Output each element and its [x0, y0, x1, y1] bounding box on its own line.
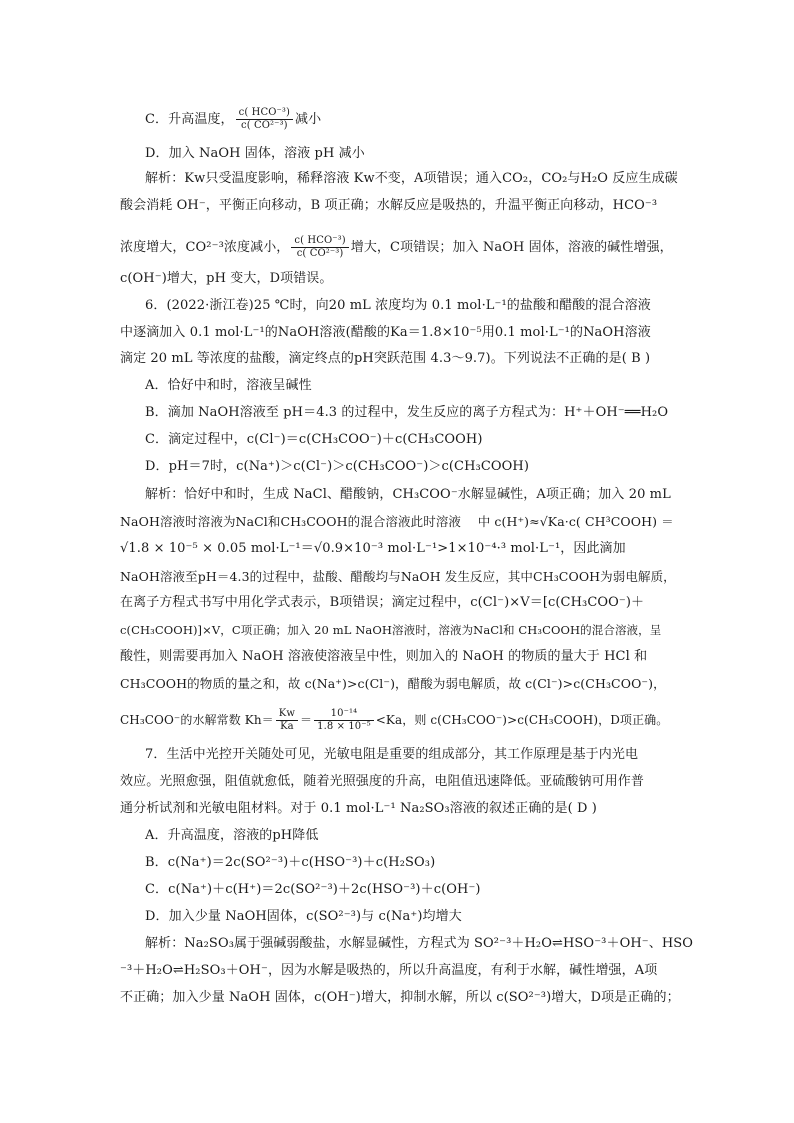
question-6-stem: 滴定 20 mL 等浓度的盐酸，滴定终点的pH突跃范围 4.3～9.7)。下列说法不正确的是( B )	[120, 351, 651, 366]
analysis-line-with-fraction	[120, 235, 680, 260]
option-b-line: B．c(Na⁺)＝2c(SO²⁻³)＋c(HSO⁻³)＋c(H₂SO₃)	[145, 855, 436, 870]
analysis-text: <Ka，则 c(CH₃COO⁻)>c(CH₃COOH)，D项正确。	[375, 713, 669, 727]
option-a-line: A．恰好中和时，溶液呈碱性	[145, 378, 312, 393]
analysis-line: ⁻³＋H₂O⇌H₂SO₃＋OH⁻，因为水解是吸热的，所以升高温度，有利于水解，碱性增强，A项	[120, 963, 658, 978]
analysis-line: 不正确；加入少量 NaOH 固体，c(OH⁻)增大，抑制水解，所以 c(SO²⁻³)增大，D项是正确的；	[120, 990, 680, 1005]
option-d-line: D．加入少量 NaOH固体，c(SO²⁻³)与 c(Na⁺)均增大	[145, 909, 462, 924]
fraction-numerator: c( HCO⁻³)	[291, 235, 348, 248]
analysis-line: 解析：Na₂SO₃属于强碱弱酸盐，水解显碱性，方程式为 SO²⁻³＋H₂O⇌HSO⁻³＋OH⁻、HSO	[145, 936, 694, 951]
fraction-hydrolysis-constant	[314, 708, 374, 733]
option-b-line: B．滴加 NaOH溶液至 pH＝4.3 的过程中，发生反应的离子方程式为：H⁺＋OH⁻══H₂O	[145, 405, 669, 420]
analysis-line: 酸性，则需要再加入 NaOH 溶液使溶液呈中性，则加入的 NaOH 的物质的量大于 HCl 和	[120, 649, 648, 664]
fraction-numerator: Kw	[276, 708, 298, 721]
analysis-text: CH₃COO⁻的水解常数 Kh＝	[120, 713, 274, 727]
option-a-line: A．升高温度，溶液的pH降低	[145, 828, 319, 843]
analysis-line: NaOH溶液时溶液为NaCl和CH₃COOH的混合溶液此时溶液 中 c(H⁺)≈√Ka·c( CH³COOH) ＝	[120, 514, 674, 529]
analysis-line: 解析：恰好中和时，生成 NaCl、醋酸钠，CH₃COO⁻水解显碱性，A项正确；加入 20 mL	[145, 487, 671, 502]
option-c-line: C．滴定过程中，c(Cl⁻)＝c(CH₃COO⁻)＋c(CH₃COOH)	[145, 432, 483, 447]
analysis-line: 酸会消耗 OH⁻，平衡正向移动，B 项正确；水解反应是吸热的，升温平衡正向移动，HCO⁻³	[120, 198, 658, 213]
analysis-line-with-fraction	[120, 708, 680, 733]
question-6-stem: 6．(2022·浙江卷)25 ℃时，向20 mL 浓度均为 0.1 mol·L⁻¹的盐酸和醋酸的混合溶液	[145, 298, 651, 313]
analysis-text: 浓度增大，CO²⁻³浓度减小，	[120, 240, 290, 255]
question-7-stem: 通分析试剂和光敏电阻材料。对于 0.1 mol·L⁻¹ Na₂SO₃溶液的叙述正确的是( D )	[120, 801, 597, 816]
fraction-denominator: 1.8 × 10⁻⁵	[317, 721, 371, 732]
question-7-stem: 7．生活中光控开关随处可见，光敏电阻是重要的组成部分，其工作原理是基于内光电	[145, 747, 639, 762]
analysis-line: c(OH⁻)增大，pH 变大，D项错误。	[120, 271, 333, 286]
option-d-line: D．加入 NaOH 固体，溶液 pH 减小	[145, 146, 365, 161]
question-6-stem: 中逐滴加入 0.1 mol·L⁻¹的NaOH溶液(醋酸的Ka＝1.8×10⁻⁵用0.1 mol·L⁻¹的NaOH溶液	[120, 325, 651, 340]
analysis-line: 在离子方程式书写中用化学式表示，B项错误；滴定过程中，c(Cl⁻)×V＝[c(CH₃COO⁻)＋	[120, 595, 645, 610]
option-d-line: D．pH＝7时，c(Na⁺)＞c(Cl⁻)＞c(CH₃COO⁻)＞c(CH₃COOH)	[145, 459, 530, 474]
fraction-denominator: c( CO²⁻³)	[296, 248, 344, 259]
question-7-stem: 效应。光照愈强，阻值就愈低，随着光照强度的升高，电阻值迅速降低。亚硫酸钠可用作普	[120, 774, 645, 789]
analysis-line: √1.8 × 10⁻⁵ × 0.05 mol·L⁻¹＝√0.9×10⁻³ mol·L⁻¹>1×10⁻⁴·³ mol·L⁻¹，因此滴加	[120, 541, 626, 556]
fraction-numerator: 10⁻¹⁴	[314, 708, 374, 721]
option-c-line	[145, 107, 705, 132]
analysis-line: 解析：Kw只受温度影响，稀释溶液 Kw不变，A项错误；通入CO₂，CO₂与H₂O 反应生成碳	[145, 171, 678, 186]
fraction-denominator: c( CO²⁻³)	[241, 120, 288, 131]
fraction-hco3-co3	[236, 107, 293, 132]
analysis-text: ＝	[300, 713, 313, 727]
option-c-tail: 减小	[295, 112, 322, 127]
analysis-text: 增大，C项错误；加入 NaOH 固体，溶液的碱性增强，	[350, 240, 673, 255]
fraction-numerator: c( HCO⁻³)	[236, 107, 293, 120]
fraction-kw-ka	[276, 708, 298, 733]
analysis-line: CH₃COOH的物质的量之和，故 c(Na⁺)>c(Cl⁻)，醋酸为弱电解质，故 c(Cl⁻)>c(CH₃COO⁻)，	[120, 676, 666, 691]
option-c-line: C．c(Na⁺)＋c(H⁺)＝2c(SO²⁻³)＋2c(HSO⁻³)＋c(OH⁻)	[145, 882, 481, 897]
option-c-text: C．升高温度，	[145, 112, 234, 127]
fraction-denominator: Ka	[280, 721, 294, 732]
analysis-line: NaOH溶液至pH＝4.3的过程中，盐酸、醋酸均与NaOH 发生反应，其中CH₃COOH为弱电解质，	[120, 569, 676, 584]
analysis-line: c(CH₃COOH)]×V，C项正确；加入 20 mL NaOH溶液时，溶液为NaCl和 CH₃COOH的混合溶液，呈	[120, 623, 662, 637]
fraction-hco3-co3	[291, 235, 348, 260]
